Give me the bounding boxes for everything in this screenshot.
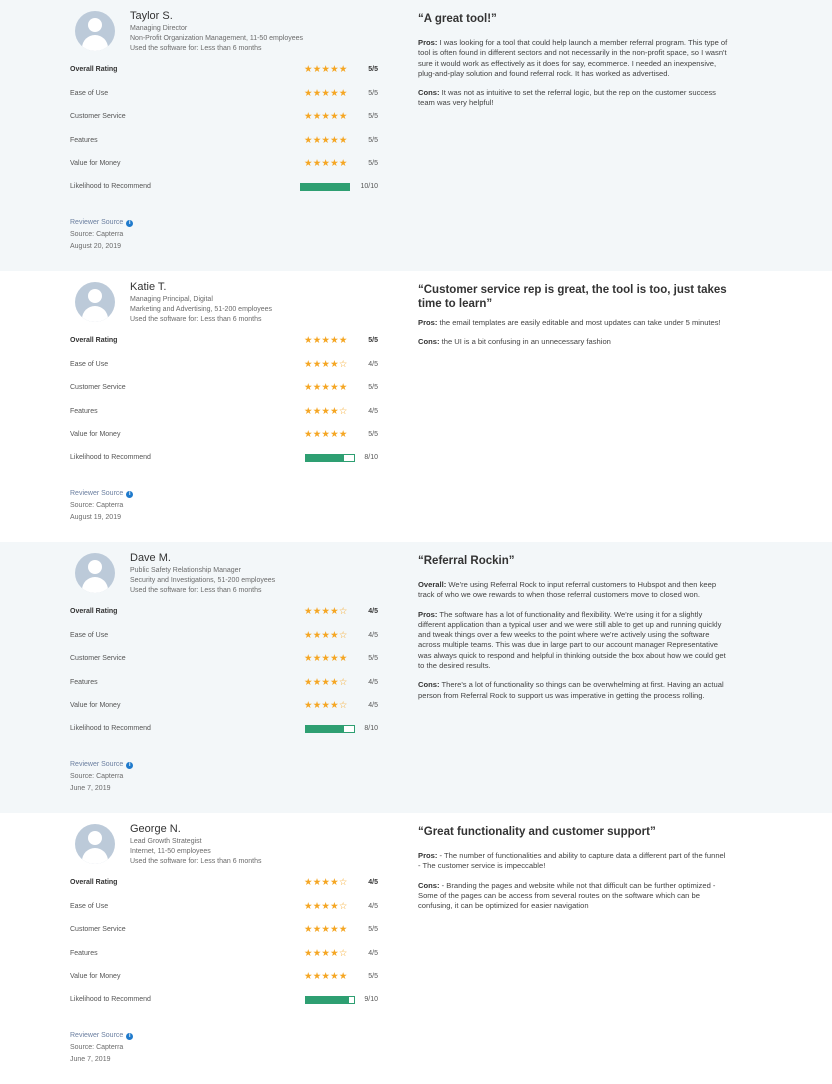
- rating-score: 5/5: [368, 431, 378, 438]
- source-name: Source: Capterra: [70, 502, 124, 509]
- review-card: [0, 271, 832, 542]
- section-heading: Pros:: [418, 609, 438, 619]
- recommend-progress-bar: [305, 725, 355, 733]
- rating-row: [70, 158, 385, 172]
- rating-label: Likelihood to Recommend: [70, 183, 151, 190]
- reviewer-source-row: [70, 488, 133, 500]
- star-rating-icon: ★★★★☆: [304, 700, 348, 711]
- star-rating-icon: ★★★★★: [304, 88, 348, 99]
- reviewer-meta-line: Used the software for: Less than 6 months: [130, 316, 262, 324]
- rating-row: [70, 111, 385, 125]
- star-rating-icon: ★★★★★: [304, 111, 348, 122]
- user-avatar-icon: [75, 11, 115, 51]
- rating-score: 5/5: [368, 160, 378, 167]
- rating-label: Likelihood to Recommend: [70, 454, 151, 461]
- star-rating-icon: ★★★★☆: [304, 359, 348, 370]
- rating-row: [70, 335, 385, 349]
- star-rating-icon: ★★★★★: [304, 924, 348, 935]
- review-section: [418, 610, 728, 672]
- section-text: - Branding the pages and website while not that difficult can be further optimized - Some of the pages can be access from several routes on the software which can be confusing, it can be optimized for easier navigation: [418, 880, 716, 911]
- rating-row: [70, 677, 385, 691]
- recommend-progress-fill: [301, 184, 349, 190]
- review-body: [418, 38, 728, 118]
- review-source: [70, 488, 133, 524]
- reviewer-meta: [130, 566, 275, 597]
- review-body: [418, 580, 728, 710]
- reviewer-source-row: [70, 217, 133, 229]
- star-rating-icon: ★★★★★: [304, 429, 348, 440]
- star-rating-icon: ★★★★☆: [304, 630, 348, 641]
- rating-score: 5/5: [368, 973, 378, 980]
- rating-row: [70, 901, 385, 915]
- rating-score: 10/10: [360, 183, 378, 190]
- reviewer-meta-line: Used the software for: Less than 6 months: [130, 858, 262, 866]
- star-rating-icon: ★★★★★: [304, 653, 348, 664]
- rating-score: 5/5: [368, 384, 378, 391]
- reviewer-meta-line: Security and Investigations, 51-200 employees: [130, 577, 276, 585]
- section-heading: Pros:: [418, 851, 438, 860]
- rating-score: 4/5: [368, 903, 378, 910]
- rating-label: Value for Money: [70, 431, 121, 438]
- review-card: [0, 542, 832, 813]
- rating-score: 8/10: [364, 454, 378, 461]
- rating-label: Ease of Use: [70, 361, 109, 368]
- rating-label: Features: [70, 950, 98, 957]
- info-icon[interactable]: i: [126, 491, 133, 498]
- rating-label: Ease of Use: [70, 903, 109, 910]
- info-icon[interactable]: i: [126, 762, 133, 769]
- review-title: “A great tool!”: [418, 13, 497, 25]
- section-text: I was looking for a tool that could help launch a member referral program. This type of tool is often found in different sectors and not necessarily in the non-profit space, so I wasn't sure it would work as effectively as it does for say, ecommerce. I needed an inexpensive, plug-and-play solution and found referral rock. It has worked as advertised.: [418, 38, 728, 78]
- rating-score: 5/5: [368, 655, 378, 662]
- reviewer-name: Taylor S.: [130, 10, 173, 22]
- reviewer-meta: [130, 24, 303, 55]
- reviewer-meta-line: Lead Growth Strategist: [130, 838, 202, 845]
- review-date: June 7, 2019: [70, 1056, 111, 1063]
- rating-row: [70, 382, 385, 396]
- star-rating-icon: ★★★★★: [304, 64, 348, 75]
- rating-score: 4/5: [368, 679, 378, 686]
- review-section: [418, 680, 728, 701]
- rating-label: Overall Rating: [70, 66, 118, 73]
- recommend-progress-bar: [305, 996, 355, 1004]
- rating-label: Customer Service: [70, 113, 126, 120]
- section-heading: Pros:: [418, 38, 438, 47]
- review-source: [70, 1030, 133, 1066]
- rating-label: Overall Rating: [70, 879, 118, 886]
- recommend-progress-fill: [306, 726, 344, 732]
- rating-score: 4/5: [368, 632, 378, 639]
- section-text: the UI is a bit confusing in an unnecessary fashion: [439, 337, 611, 347]
- review-section: [418, 580, 728, 601]
- user-avatar-icon: [75, 824, 115, 864]
- reviewer-source-label: Reviewer Source: [70, 490, 124, 497]
- star-rating-icon: ★★★★☆: [304, 948, 348, 959]
- reviewer-source-label: Reviewer Source: [70, 761, 124, 768]
- rating-label: Features: [70, 408, 98, 415]
- star-rating-icon: ★★★★☆: [304, 606, 348, 617]
- star-rating-icon: ★★★★☆: [304, 677, 348, 688]
- rating-row: [70, 64, 385, 78]
- review-date: August 19, 2019: [70, 514, 121, 521]
- review-title: “Great functionality and customer support”: [418, 826, 656, 838]
- rating-row: [70, 359, 385, 373]
- star-rating-icon: ★★★★☆: [304, 901, 348, 912]
- review-section: [418, 318, 728, 328]
- review-section: [418, 851, 728, 872]
- rating-row: [70, 429, 385, 443]
- rating-row: [70, 877, 385, 891]
- rating-score: 5/5: [368, 113, 378, 120]
- reviewer-meta-line: Marketing and Advertising, 51-200 employees: [130, 306, 273, 314]
- reviewer-meta-line: Public Safety Relationship Manager: [130, 567, 241, 574]
- rating-score: 5/5: [368, 66, 378, 73]
- rating-label: Overall Rating: [70, 608, 118, 615]
- section-text: The software has a lot of functionality and flexibility. We're using it for a slightly different application than a typical user and we were still able to get up and running quickly and tweak things over a few weeks to the point where we're actively using the software across multiple teams. This was due in large part to our account manager Representative was always quick to respond and helpful in thinking outside the box about how we could get to the desired results.: [418, 609, 726, 671]
- user-avatar-icon: [75, 553, 115, 593]
- star-rating-icon: ★★★★★: [304, 971, 348, 982]
- review-title: “Referral Rockin”: [418, 555, 515, 567]
- reviewer-name: Katie T.: [130, 281, 167, 293]
- review-body: [418, 851, 728, 920]
- reviewer-source-label: Reviewer Source: [70, 1032, 124, 1039]
- reviewer-meta-line: Non-Profit Organization Management, 11-50 employees: [130, 35, 304, 43]
- rating-row: [70, 452, 385, 466]
- reviewer-source-label: Reviewer Source: [70, 219, 124, 226]
- rating-label: Customer Service: [70, 655, 126, 662]
- rating-score: 4/5: [368, 408, 378, 415]
- rating-row: [70, 135, 385, 149]
- rating-row: [70, 406, 385, 420]
- source-name: Source: Capterra: [70, 773, 124, 780]
- section-text: - The number of functionalities and ability to capture data a different part of the funnel - The customer service is impeccable!: [418, 851, 726, 871]
- review-body: [418, 318, 728, 357]
- reviewer-name: George N.: [130, 823, 181, 835]
- source-name: Source: Capterra: [70, 1044, 124, 1051]
- rating-label: Value for Money: [70, 160, 121, 167]
- section-text: There's a lot of functionality so things can be overwhelming at first. Having an actual person from Referral Rock to support us was imperative in getting the process rolling.: [418, 680, 724, 700]
- reviewer-meta-line: Internet, 11-50 employees: [130, 848, 211, 856]
- rating-score: 4/5: [368, 361, 378, 368]
- review-section: [418, 337, 728, 347]
- rating-row: [70, 181, 385, 195]
- rating-row: [70, 700, 385, 714]
- reviewer-meta-line: Managing Principal, Digital: [130, 296, 213, 303]
- reviewer-source-row: [70, 759, 133, 771]
- review-source: [70, 759, 133, 795]
- section-heading: Cons:: [418, 337, 440, 347]
- star-rating-icon: ★★★★★: [304, 158, 348, 169]
- review-date: August 20, 2019: [70, 243, 121, 250]
- reviewer-meta-line: Managing Director: [130, 25, 188, 32]
- rating-row: [70, 971, 385, 985]
- rating-row: [70, 924, 385, 938]
- rating-row: [70, 948, 385, 962]
- rating-label: Customer Service: [70, 384, 126, 391]
- reviewer-meta: [130, 837, 262, 868]
- section-heading: Overall:: [418, 580, 447, 589]
- section-text: the email templates are easily editable and most updates can take under 5 minutes!: [437, 318, 721, 327]
- recommend-progress-bar: [300, 183, 350, 191]
- reviewer-meta-line: Used the software for: Less than 6 months: [130, 45, 262, 53]
- reviewer-source-row: [70, 1030, 133, 1042]
- rating-label: Customer Service: [70, 926, 126, 933]
- rating-label: Features: [70, 137, 98, 144]
- star-rating-icon: ★★★★☆: [304, 406, 348, 417]
- section-heading: Pros:: [418, 318, 438, 327]
- star-rating-icon: ★★★★★: [304, 135, 348, 146]
- review-section: [418, 881, 728, 912]
- review-card: [0, 813, 832, 1084]
- rating-score: 8/10: [364, 725, 378, 732]
- review-title: “Customer service rep is great, the tool is too, just takes time to learn”: [418, 284, 727, 310]
- recommend-progress-fill: [306, 997, 349, 1003]
- info-icon[interactable]: i: [126, 220, 133, 227]
- review-section: [418, 38, 728, 79]
- section-heading: Cons:: [418, 880, 440, 890]
- rating-label: Value for Money: [70, 702, 121, 709]
- user-avatar-icon: [75, 282, 115, 322]
- section-heading: Cons:: [418, 680, 440, 690]
- rating-row: [70, 606, 385, 620]
- star-rating-icon: ★★★★★: [304, 335, 348, 346]
- rating-label: Ease of Use: [70, 632, 109, 639]
- recommend-progress-bar: [305, 454, 355, 462]
- section-heading: Cons:: [418, 88, 440, 98]
- rating-score: 5/5: [368, 137, 378, 144]
- star-rating-icon: ★★★★★: [304, 382, 348, 393]
- section-text: We're using Referral Rock to input referral customers to Hubspot and then keep track of who we owe rewards to when those referral customers move to closed won.: [418, 580, 717, 600]
- rating-score: 5/5: [368, 337, 378, 344]
- reviewer-name: Dave M.: [130, 552, 171, 564]
- rating-label: Likelihood to Recommend: [70, 996, 151, 1003]
- rating-label: Value for Money: [70, 973, 121, 980]
- review-date: June 7, 2019: [70, 785, 111, 792]
- rating-row: [70, 653, 385, 667]
- source-name: Source: Capterra: [70, 231, 124, 238]
- rating-row: [70, 88, 385, 102]
- info-icon[interactable]: i: [126, 1033, 133, 1040]
- rating-score: 4/5: [368, 879, 378, 886]
- rating-label: Ease of Use: [70, 90, 109, 97]
- reviewer-meta: [130, 295, 272, 326]
- rating-label: Features: [70, 679, 98, 686]
- rating-score: 4/5: [368, 950, 378, 957]
- rating-row: [70, 723, 385, 737]
- rating-row: [70, 630, 385, 644]
- rating-label: Likelihood to Recommend: [70, 725, 151, 732]
- rating-score: 5/5: [368, 90, 378, 97]
- review-source: [70, 217, 133, 253]
- rating-row: [70, 994, 385, 1008]
- reviewer-meta-line: Used the software for: Less than 6 months: [130, 587, 262, 595]
- rating-score: 9/10: [364, 996, 378, 1003]
- rating-score: 5/5: [368, 926, 378, 933]
- recommend-progress-fill: [306, 455, 344, 461]
- rating-score: 4/5: [368, 702, 378, 709]
- section-text: It was not as intuitive to set the referral logic, but the rep on the customer success team was very helpful!: [418, 88, 716, 108]
- rating-score: 4/5: [368, 608, 378, 615]
- star-rating-icon: ★★★★☆: [304, 877, 348, 888]
- review-section: [418, 88, 728, 109]
- rating-label: Overall Rating: [70, 337, 118, 344]
- review-card: [0, 0, 832, 271]
